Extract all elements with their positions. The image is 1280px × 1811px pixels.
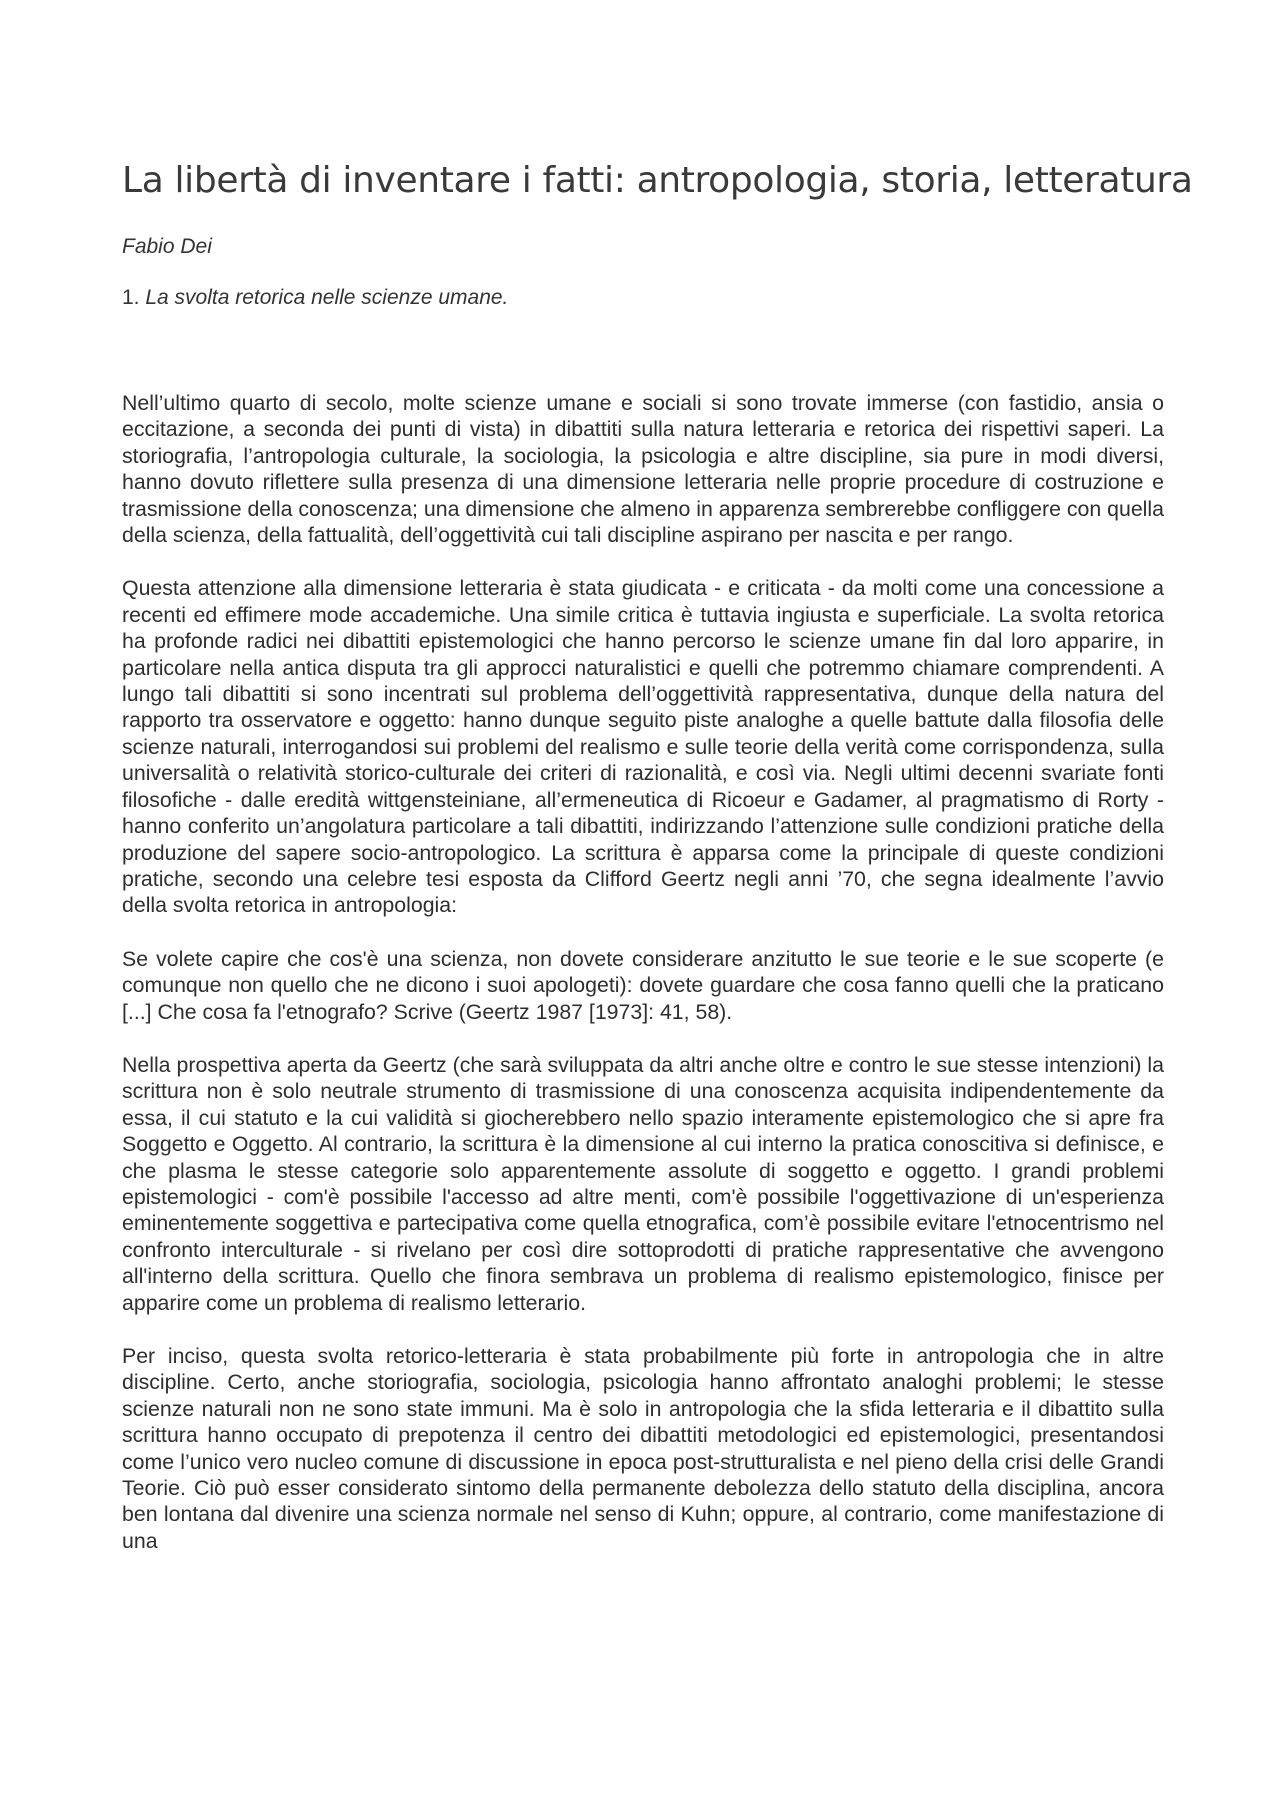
section-number: 1. xyxy=(122,286,140,309)
paragraph: Questa attenzione alla dimensione letteraria è stata giudicata - e criticata - da molti come una concessione a recenti ed effimere mode accademiche. Una simile critica è tuttavia ingiusta e superficiale. La svolta retorica ha profonde radici nei dibattiti epistemologici che hanno percorso le scienze umane fin dal loro apparire, in particolare nella antica disputa tra gli approcci naturalistici e quelli che potremmo chiamare comprendenti. A lungo tali dibattiti si sono incentrati sul problema dell’oggettività rappresentativa, dunque della natura del rapporto tra osservatore e oggetto: hanno dunque seguito piste analoghe a quelle battute dalla filosofia delle scienze naturali, interrogandosi sui problemi del realismo e sulle teorie della verità come corrispondenza, sulla universalità o relatività storico-culturale dei criteri di razionalità, e così via. Negli ultimi decenni svariate fonti filosofiche - dalle eredità wittgensteiniane, all’ermeneutica di Ricoeur e Gadamer, al pragmatismo di Rorty - hanno conferito un’angolatura particolare a tali dibattiti, indirizzando l’attenzione sulle condizioni pratiche della produzione del sapere socio-antropologico. La scrittura è apparsa come la principale di queste condizioni pratiche, secondo una celebre tesi esposta da Clifford Geertz negli anni ’70, che segna idealmente l’avvio della svolta retorica in antropologia: xyxy=(122,576,1164,918)
paragraph: Per inciso, questa svolta retorico-letteraria è stata probabilmente più forte in antropologia che in altre discipline. Certo, anche storiografia, sociologia, psicologia hanno affrontato analoghi problemi; le stesse scienze naturali non ne sono state immuni. Ma è solo in antropologia che la sfida letteraria e il dibattito sulla scrittura hanno occupato di prepotenza il centro dei dibattiti metodologici ed epistemologici, presentandosi come l’unico vero nucleo comune di discussione in epoca post-strutturalista e nel pieno della crisi delle Grandi Teorie. Ciò può esser considerato sintomo della permanente debolezza dello statuto della disciplina, ancora ben lontana dal divenire una scienza normale nel senso di Kuhn; oppure, al contrario, come manifestazione di una xyxy=(122,1344,1164,1553)
block-quote: Se volete capire che cos'è una scienza, non dovete considerare anzitutto le sue teorie e le sue scoperte (e comunque non quello che ne dicono i suoi apologeti): dovete guardare che cosa fanno quelli che la praticano [...] Che cosa fa l'etnografo? Scrive (Geertz 1987 [1973]: 41, 58). xyxy=(122,946,1164,1024)
section-title: La svolta retorica nelle scienze umane. xyxy=(145,286,509,309)
paragraph: Nella prospettiva aperta da Geertz (che sarà sviluppata da altri anche oltre e contro le sue stesse intenzioni) la scrittura non è solo neutrale strumento di trasmissione di una conoscenza acquisita indipendentemente da essa, il cui statuto e la cui validità si giocherebbero nello spazio interamente epistemologico che si apre fra Soggetto e Oggetto. Al contrario, la scrittura è la dimensione al cui interno la pratica conoscitiva si definisce, e che plasma le stesse categorie solo apparentemente assolute di soggetto e oggetto. I grandi problemi epistemologici - com'è possibile l'accesso ad altre menti, com'è possibile l'oggettivazione di un'esperienza eminentemente soggettiva e partecipativa come quella etnografica, com’è possibile evitare l'etnocentrismo nel confronto interculturale - si rivelano per così dire sottoprodotti di pratiche rappresentative che avvengono all'interno della scrittura. Quello che finora sembrava un problema di realismo epistemologico, finisce per apparire come un problema di realismo letterario. xyxy=(122,1052,1164,1315)
section-heading xyxy=(122,284,508,312)
body-text xyxy=(122,390,1164,1581)
author-name: Fabio Dei xyxy=(122,235,212,258)
document-title: La libertà di inventare i fatti: antropologia, storia, letteratura xyxy=(122,160,1193,201)
paragraph: Nell’ultimo quarto di secolo, molte scienze umane e sociali si sono trovate immerse (con fastidio, ansia o eccitazione, a seconda dei punti di vista) in dibattiti sulla natura letteraria e retorica dei rispettivi saperi. La storiografia, l’antropologia culturale, la sociologia, la psicologia e altre discipline, sia pure in modi diversi, hanno dovuto riflettere sulla presenza di una dimensione letteraria nelle proprie procedure di costruzione e trasmissione della conoscenza; una dimensione che almeno in apparenza sembrerebbe confliggere con quella della scienza, della fattualità, dell’oggettività cui tali discipline aspirano per nascita e per rango. xyxy=(122,391,1164,548)
